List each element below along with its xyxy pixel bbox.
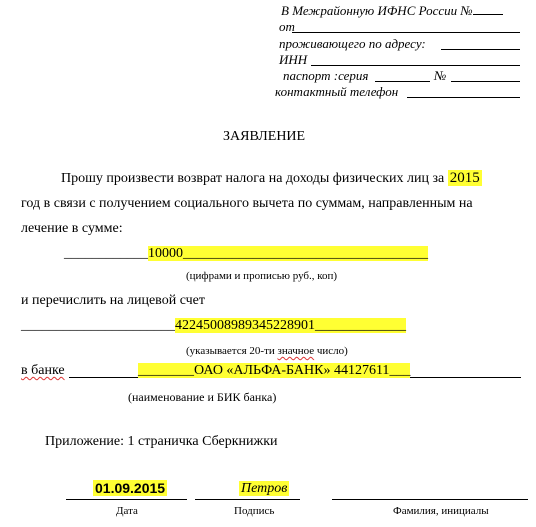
signature-underline bbox=[195, 499, 300, 500]
signature-label: Подпись bbox=[234, 505, 275, 517]
header-passport-num bbox=[434, 68, 446, 84]
header-passport-label: паспорт :серия bbox=[283, 68, 369, 83]
header-phone-line bbox=[275, 84, 398, 100]
header-passport-line bbox=[283, 68, 368, 84]
header-inn-line bbox=[279, 52, 307, 68]
bank-line bbox=[21, 363, 65, 379]
amount-hint: (цифрами и прописью руб., коп) bbox=[186, 270, 338, 282]
date-label: Дата bbox=[116, 505, 138, 517]
header-address-blank bbox=[441, 49, 520, 50]
header-address-line bbox=[279, 36, 426, 52]
header-from-blank bbox=[292, 32, 520, 33]
page-title: ЗАЯВЛЕНИЕ bbox=[223, 129, 306, 144]
account-hint-prefix: (указывается 20-ти bbox=[186, 345, 278, 357]
attachment-line: Приложение: 1 страничка Сберкнижки bbox=[45, 434, 278, 449]
amount-value bbox=[148, 246, 428, 261]
header-passport-series-blank bbox=[375, 81, 430, 82]
account-hint-word: значное bbox=[277, 345, 315, 357]
header-inn-label: ИНН bbox=[279, 52, 308, 67]
amount-text: 10000 bbox=[148, 246, 183, 261]
body-line-2: год в связи с получением социального вычета по суммам, направленным на bbox=[21, 196, 473, 211]
bank-value bbox=[138, 363, 410, 378]
body-line-1 bbox=[61, 170, 482, 187]
account-blank-right: _____________ bbox=[315, 318, 406, 333]
date-value bbox=[93, 480, 167, 496]
account-text: 42245008989345228901 bbox=[175, 318, 315, 333]
body-line-3: лечение в сумме: bbox=[21, 221, 123, 236]
header-from-label: от bbox=[279, 19, 295, 34]
account-value bbox=[175, 318, 406, 333]
account-line bbox=[21, 318, 406, 334]
date-value-text: 01.09.2015 bbox=[95, 480, 166, 496]
header-to-line bbox=[281, 3, 503, 19]
bank-blank-right: ___ bbox=[389, 363, 411, 378]
header-to-text: В Межрайонную ИФНС России № bbox=[281, 3, 473, 18]
header-passport-num-blank bbox=[451, 81, 520, 82]
amount-blank-right: ___________________________________ bbox=[183, 246, 428, 261]
transfer-label: и перечислить на лицевой счет bbox=[21, 293, 205, 308]
signature-value bbox=[239, 481, 289, 497]
name-label: Фамилия, инициалы bbox=[393, 505, 489, 517]
bank-blank-left: ________ bbox=[138, 363, 194, 378]
amount-blank-left: ____________ bbox=[64, 246, 148, 261]
name-underline bbox=[332, 499, 528, 500]
header-phone-blank bbox=[407, 97, 520, 98]
bank-hint: (наименование и БИК банка) bbox=[128, 390, 277, 404]
account-hint-suffix: число) bbox=[314, 345, 348, 357]
bank-text: ОАО «АЛЬФА-БАНК» 44127611 bbox=[194, 363, 390, 378]
account-blank-left: ______________________ bbox=[21, 318, 175, 333]
date-underline bbox=[66, 499, 187, 500]
signature-value-text: Петров bbox=[241, 481, 288, 496]
account-hint bbox=[186, 345, 348, 357]
header-address-label: проживающего по адресу: bbox=[279, 36, 426, 51]
body-line-1-text: Прошу произвести возврат налога на доходы физических лиц за bbox=[61, 171, 445, 186]
amount-line bbox=[64, 246, 428, 262]
bank-value-wrap bbox=[138, 363, 410, 379]
year-value: 2015 bbox=[449, 170, 480, 186]
header-passport-num-label: № bbox=[434, 68, 447, 83]
bank-label: в банке bbox=[21, 363, 65, 378]
header-phone-label: контактный телефон bbox=[275, 84, 399, 99]
header-to-blank bbox=[473, 3, 503, 15]
header-inn-blank bbox=[311, 65, 520, 66]
